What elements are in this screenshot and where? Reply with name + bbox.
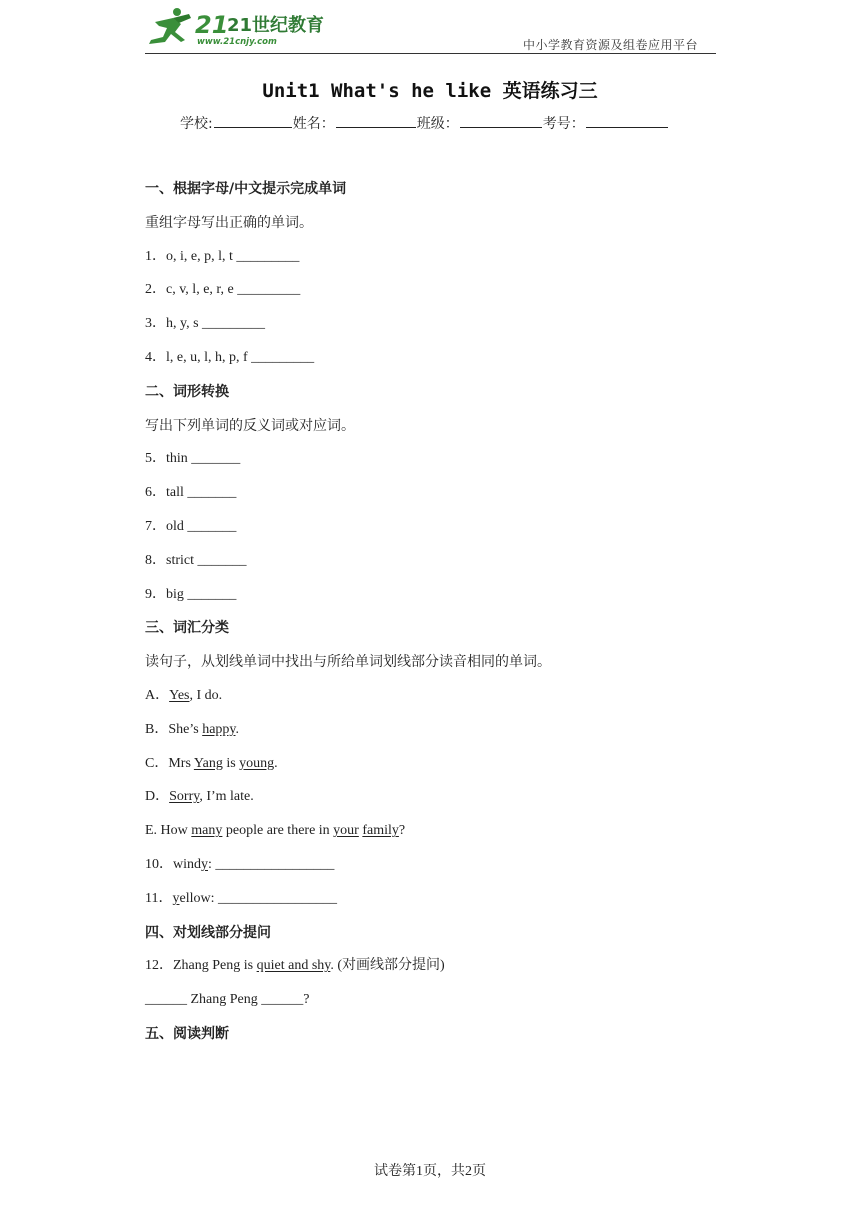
underlined-word: young	[239, 755, 275, 771]
underlined-word: many	[191, 823, 223, 839]
page-header	[145, 0, 716, 56]
question-8: 8．strict _______	[145, 552, 247, 568]
section-5-heading: 五、阅读判断	[145, 1025, 229, 1042]
question-6: 6．tall _______	[145, 485, 237, 501]
question-5: 5．thin _______	[145, 451, 241, 467]
svg-text:21: 21	[195, 11, 229, 39]
section-2-instruction: 写出下列单词的反义词或对应词。	[145, 417, 355, 434]
class-blank[interactable]	[460, 115, 542, 128]
question-4: 4．l, e, u, l, h, p, f _________	[145, 349, 315, 365]
underlined-word: your	[333, 823, 359, 839]
svg-text:www.21cnjy.com: www.21cnjy.com	[197, 37, 277, 47]
section-1-instruction: 重组字母写出正确的单词。	[145, 214, 313, 231]
underlined-word: family	[362, 823, 399, 839]
section-2-heading: 二、词形转换	[145, 383, 229, 400]
header-divider	[145, 53, 716, 54]
section-3-instruction: 读句子，从划线单词中找出与所给单词划线部分读音相同的单词。	[145, 654, 551, 671]
exam-no-label: 考号：	[542, 116, 585, 132]
name-blank[interactable]	[336, 115, 416, 128]
question-3: 3．h, y, s _________	[145, 316, 266, 332]
section-4-heading: 四、对划线部分提问	[145, 924, 271, 941]
section-3-heading: 三、词汇分类	[145, 620, 229, 637]
page-title: Unit1 What's he like 英语练习三	[262, 80, 598, 102]
question-12-answer-line: ______ Zhang Peng ______?	[145, 992, 310, 1008]
school-blank[interactable]	[214, 115, 292, 128]
question-11: 11．yellow: _________________	[145, 890, 337, 906]
student-info-line	[180, 113, 669, 133]
question-1: 1．o, i, e, p, l, t _________	[145, 248, 300, 264]
section-1-heading: 一、根据字母/中文提示完成单词	[145, 181, 347, 197]
question-10: 10．windy: _________________	[145, 856, 335, 872]
underlined-word: Yes	[169, 687, 190, 703]
logo-21cnjy	[145, 4, 325, 48]
question-9: 9．big _______	[145, 586, 237, 602]
question-7: 7．old _______	[145, 518, 237, 534]
option-d: D．Sorry, I’m late.	[145, 789, 254, 805]
option-e: E. How many people are there in your family?	[145, 823, 406, 839]
option-c: C．Mrs Yang is young.	[145, 755, 278, 771]
option-a: A．Yes, I do.	[145, 687, 223, 703]
underlined-letter: y	[172, 890, 180, 906]
underlined-word: Yang	[193, 755, 223, 771]
exam-no-blank[interactable]	[586, 115, 668, 128]
underlined-word: Sorry	[169, 789, 200, 805]
page-footer: 试卷第1页，共2页	[374, 1164, 486, 1179]
platform-name: 中小学教育资源及组卷应用平台	[522, 38, 698, 52]
exam-content	[145, 178, 715, 1057]
question-2: 2．c, v, l, e, r, e _________	[145, 282, 301, 298]
underlined-word: happy	[202, 721, 236, 737]
school-label: 学校:	[180, 116, 213, 132]
option-b: B．She’s happy.	[145, 721, 239, 737]
underlined-letter: y	[201, 856, 208, 872]
svg-text:21世纪教育: 21世纪教育	[227, 15, 325, 36]
question-12: 12．Zhang Peng is quiet and shy. (对画线部分提问)	[145, 958, 445, 974]
class-label: 班级：	[416, 116, 459, 132]
name-label: 姓名：	[292, 116, 335, 132]
underlined-phrase: quiet and shy	[256, 958, 331, 974]
